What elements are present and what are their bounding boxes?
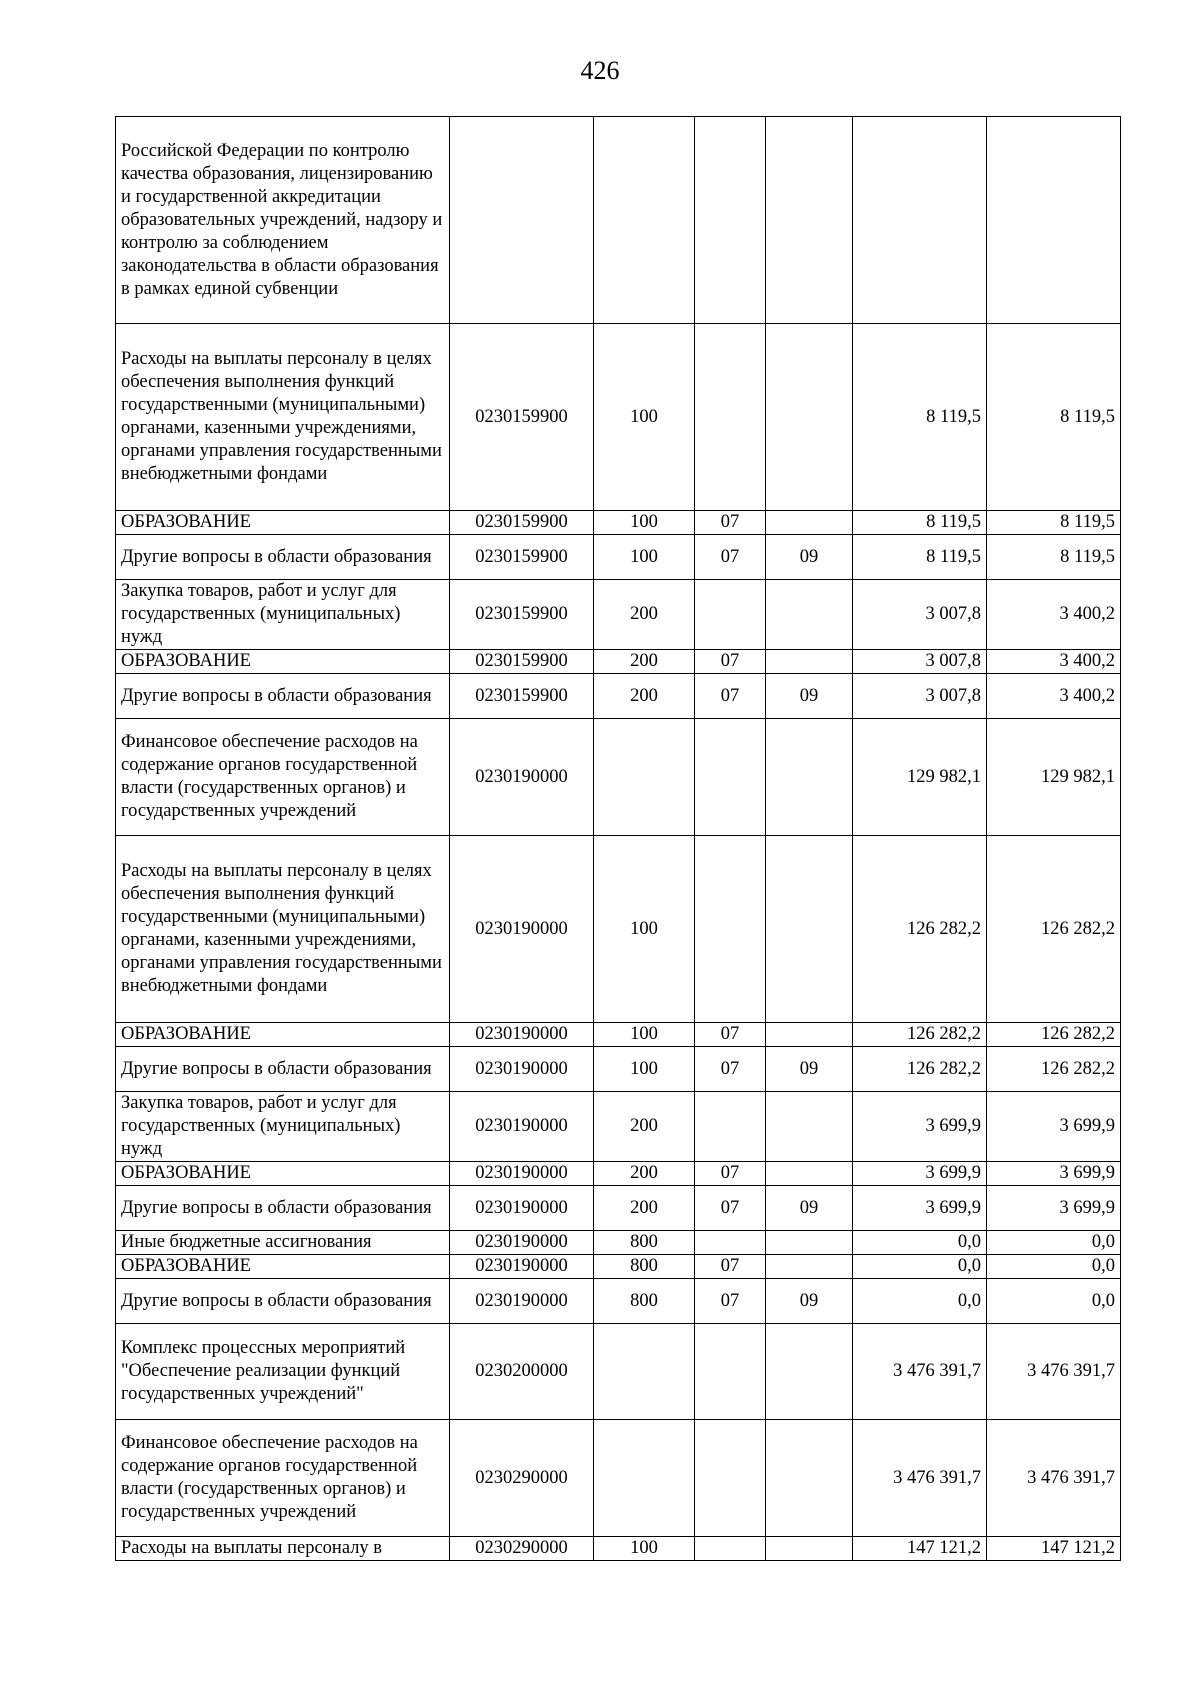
cell-section — [695, 719, 766, 836]
cell-section — [695, 1324, 766, 1420]
cell-subsection — [766, 1092, 853, 1162]
cell-amount-1: 3 699,9 — [853, 1162, 987, 1186]
cell-name: Закупка товаров, работ и услуг для государственных (муниципальных) нужд — [116, 1092, 450, 1162]
cell-name: ОБРАЗОВАНИЕ — [116, 1162, 450, 1186]
cell-amount-1: 3 699,9 — [853, 1092, 987, 1162]
cell-subsection — [766, 1231, 853, 1255]
cell-amount-1: 126 282,2 — [853, 1023, 987, 1047]
cell-name: ОБРАЗОВАНИЕ — [116, 650, 450, 674]
cell-amount-1: 8 119,5 — [853, 511, 987, 535]
cell-section — [695, 580, 766, 650]
cell-name: Российской Федерации по контролю качества образования, лицензированию и государственной аккредитации образовательных учреждений, надзору и контролю за соблюдением законодательства в области образования в рамках единой субвенции — [116, 117, 450, 324]
cell-target-code: 0230290000 — [450, 1420, 594, 1537]
table-row — [116, 1023, 1121, 1047]
page-number: 426 — [580, 56, 620, 85]
cell-subsection — [766, 1023, 853, 1047]
table-row — [116, 650, 1121, 674]
table-row — [116, 1092, 1121, 1162]
table-row — [116, 674, 1121, 719]
table-row — [116, 1537, 1121, 1561]
table-row — [116, 1420, 1121, 1537]
cell-expense-type: 100 — [594, 324, 695, 511]
cell-expense-type: 100 — [594, 535, 695, 580]
cell-subsection: 09 — [766, 1279, 853, 1324]
cell-name: Финансовое обеспечение расходов на содержание органов государственной власти (государственных органов) и государственных учреждений — [116, 719, 450, 836]
cell-amount-1: 3 007,8 — [853, 650, 987, 674]
cell-section: 07 — [695, 1162, 766, 1186]
cell-name: Другие вопросы в области образования — [116, 1047, 450, 1092]
cell-name: Другие вопросы в области образования — [116, 1279, 450, 1324]
cell-amount-1: 129 982,1 — [853, 719, 987, 836]
cell-target-code: 0230190000 — [450, 836, 594, 1023]
cell-amount-2: 0,0 — [987, 1279, 1121, 1324]
cell-target-code: 0230190000 — [450, 1162, 594, 1186]
cell-section — [695, 1537, 766, 1561]
cell-target-code: 0230159900 — [450, 650, 594, 674]
cell-section — [695, 324, 766, 511]
cell-amount-2: 147 121,2 — [987, 1537, 1121, 1561]
budget-table — [115, 116, 1121, 1561]
cell-amount-2: 126 282,2 — [987, 1023, 1121, 1047]
cell-expense-type — [594, 1324, 695, 1420]
cell-subsection — [766, 1324, 853, 1420]
cell-amount-2: 3 699,9 — [987, 1092, 1121, 1162]
cell-name: Финансовое обеспечение расходов на содержание органов государственной власти (государственных органов) и государственных учреждений — [116, 1420, 450, 1537]
cell-expense-type: 100 — [594, 836, 695, 1023]
cell-amount-2: 3 699,9 — [987, 1186, 1121, 1231]
cell-subsection — [766, 719, 853, 836]
cell-target-code: 0230190000 — [450, 1047, 594, 1092]
cell-target-code: 0230159900 — [450, 674, 594, 719]
cell-expense-type: 200 — [594, 1186, 695, 1231]
cell-expense-type: 100 — [594, 1537, 695, 1561]
cell-amount-1: 0,0 — [853, 1255, 987, 1279]
cell-section: 07 — [695, 1047, 766, 1092]
cell-subsection: 09 — [766, 674, 853, 719]
cell-subsection: 09 — [766, 1047, 853, 1092]
cell-section: 07 — [695, 1255, 766, 1279]
cell-expense-type: 200 — [594, 1162, 695, 1186]
cell-expense-type: 100 — [594, 1047, 695, 1092]
cell-amount-2: 3 400,2 — [987, 650, 1121, 674]
cell-target-code: 0230190000 — [450, 719, 594, 836]
cell-amount-2: 3 400,2 — [987, 674, 1121, 719]
cell-target-code: 0230290000 — [450, 1537, 594, 1561]
table-row — [116, 1324, 1121, 1420]
cell-expense-type: 800 — [594, 1255, 695, 1279]
cell-expense-type: 200 — [594, 1092, 695, 1162]
cell-amount-2: 8 119,5 — [987, 324, 1121, 511]
cell-amount-1: 3 476 391,7 — [853, 1420, 987, 1537]
cell-name: Закупка товаров, работ и услуг для государственных (муниципальных) нужд — [116, 580, 450, 650]
cell-subsection — [766, 1420, 853, 1537]
cell-name: Расходы на выплаты персоналу в целях обеспечения выполнения функций государственными (муниципальными) органами, казенными учреждениями, органами управления государственными внебюджетными фондами — [116, 836, 450, 1023]
cell-amount-2: 129 982,1 — [987, 719, 1121, 836]
table-row — [116, 324, 1121, 511]
cell-expense-type: 100 — [594, 1023, 695, 1047]
cell-subsection — [766, 580, 853, 650]
cell-amount-1: 3 007,8 — [853, 580, 987, 650]
table-row — [116, 1279, 1121, 1324]
cell-amount-1: 0,0 — [853, 1231, 987, 1255]
cell-target-code: 0230159900 — [450, 580, 594, 650]
cell-expense-type: 800 — [594, 1279, 695, 1324]
table-row — [116, 580, 1121, 650]
cell-section — [695, 1420, 766, 1537]
cell-amount-2: 126 282,2 — [987, 1047, 1121, 1092]
cell-amount-2: 0,0 — [987, 1231, 1121, 1255]
cell-expense-type: 200 — [594, 650, 695, 674]
cell-target-code: 0230190000 — [450, 1231, 594, 1255]
cell-target-code: 0230190000 — [450, 1092, 594, 1162]
cell-amount-2: 3 699,9 — [987, 1162, 1121, 1186]
cell-amount-1: 126 282,2 — [853, 1047, 987, 1092]
cell-subsection: 09 — [766, 1186, 853, 1231]
cell-amount-1: 0,0 — [853, 1279, 987, 1324]
table-row — [116, 836, 1121, 1023]
cell-section — [695, 836, 766, 1023]
cell-target-code: 0230190000 — [450, 1186, 594, 1231]
cell-amount-1: 3 699,9 — [853, 1186, 987, 1231]
cell-amount-2: 3 476 391,7 — [987, 1324, 1121, 1420]
cell-amount-1: 3 007,8 — [853, 674, 987, 719]
cell-expense-type: 200 — [594, 580, 695, 650]
table-row — [116, 1186, 1121, 1231]
cell-name: ОБРАЗОВАНИЕ — [116, 511, 450, 535]
cell-subsection — [766, 511, 853, 535]
cell-section: 07 — [695, 650, 766, 674]
cell-subsection — [766, 324, 853, 511]
cell-section — [695, 1092, 766, 1162]
cell-subsection — [766, 650, 853, 674]
cell-amount-2: 8 119,5 — [987, 535, 1121, 580]
cell-section — [695, 1231, 766, 1255]
cell-amount-2: 3 400,2 — [987, 580, 1121, 650]
cell-target-code: 0230190000 — [450, 1023, 594, 1047]
cell-subsection: 09 — [766, 535, 853, 580]
cell-target-code — [450, 117, 594, 324]
cell-amount-1: 3 476 391,7 — [853, 1324, 987, 1420]
cell-subsection — [766, 1255, 853, 1279]
cell-amount-2: 8 119,5 — [987, 511, 1121, 535]
cell-name: Комплекс процессных мероприятий "Обеспечение реализации функций государственных учреждений" — [116, 1324, 450, 1420]
cell-target-code: 0230190000 — [450, 1279, 594, 1324]
cell-section — [695, 117, 766, 324]
table-row — [116, 1162, 1121, 1186]
cell-target-code: 0230200000 — [450, 1324, 594, 1420]
cell-subsection — [766, 1537, 853, 1561]
cell-subsection — [766, 117, 853, 324]
table-row — [116, 117, 1121, 324]
cell-subsection — [766, 836, 853, 1023]
table-row — [116, 719, 1121, 836]
cell-section: 07 — [695, 674, 766, 719]
cell-amount-1: 147 121,2 — [853, 1537, 987, 1561]
cell-target-code: 0230159900 — [450, 324, 594, 511]
table-row — [116, 535, 1121, 580]
table-row — [116, 1047, 1121, 1092]
cell-name: Иные бюджетные ассигнования — [116, 1231, 450, 1255]
cell-expense-type: 200 — [594, 674, 695, 719]
cell-amount-1: 8 119,5 — [853, 324, 987, 511]
cell-amount-2: 0,0 — [987, 1255, 1121, 1279]
cell-section: 07 — [695, 511, 766, 535]
cell-section: 07 — [695, 1023, 766, 1047]
cell-amount-1: 126 282,2 — [853, 836, 987, 1023]
cell-amount-2 — [987, 117, 1121, 324]
cell-name: Другие вопросы в области образования — [116, 674, 450, 719]
cell-section: 07 — [695, 535, 766, 580]
cell-amount-2: 3 476 391,7 — [987, 1420, 1121, 1537]
cell-amount-2: 126 282,2 — [987, 836, 1121, 1023]
cell-name: Другие вопросы в области образования — [116, 1186, 450, 1231]
cell-expense-type: 800 — [594, 1231, 695, 1255]
cell-name: ОБРАЗОВАНИЕ — [116, 1023, 450, 1047]
cell-name: Другие вопросы в области образования — [116, 535, 450, 580]
cell-expense-type — [594, 117, 695, 324]
cell-expense-type — [594, 1420, 695, 1537]
table-row — [116, 511, 1121, 535]
cell-target-code: 0230159900 — [450, 535, 594, 580]
cell-subsection — [766, 1162, 853, 1186]
cell-amount-1 — [853, 117, 987, 324]
cell-name: Расходы на выплаты персоналу в — [116, 1537, 450, 1561]
cell-amount-1: 8 119,5 — [853, 535, 987, 580]
cell-section: 07 — [695, 1279, 766, 1324]
cell-expense-type: 100 — [594, 511, 695, 535]
table-row — [116, 1231, 1121, 1255]
cell-name: Расходы на выплаты персоналу в целях обеспечения выполнения функций государственными (муниципальными) органами, казенными учреждениями, органами управления государственными внебюджетными фондами — [116, 324, 450, 511]
cell-expense-type — [594, 719, 695, 836]
cell-section: 07 — [695, 1186, 766, 1231]
cell-name: ОБРАЗОВАНИЕ — [116, 1255, 450, 1279]
cell-target-code: 0230190000 — [450, 1255, 594, 1279]
budget-table-body — [116, 117, 1121, 1561]
table-row — [116, 1255, 1121, 1279]
cell-target-code: 0230159900 — [450, 511, 594, 535]
